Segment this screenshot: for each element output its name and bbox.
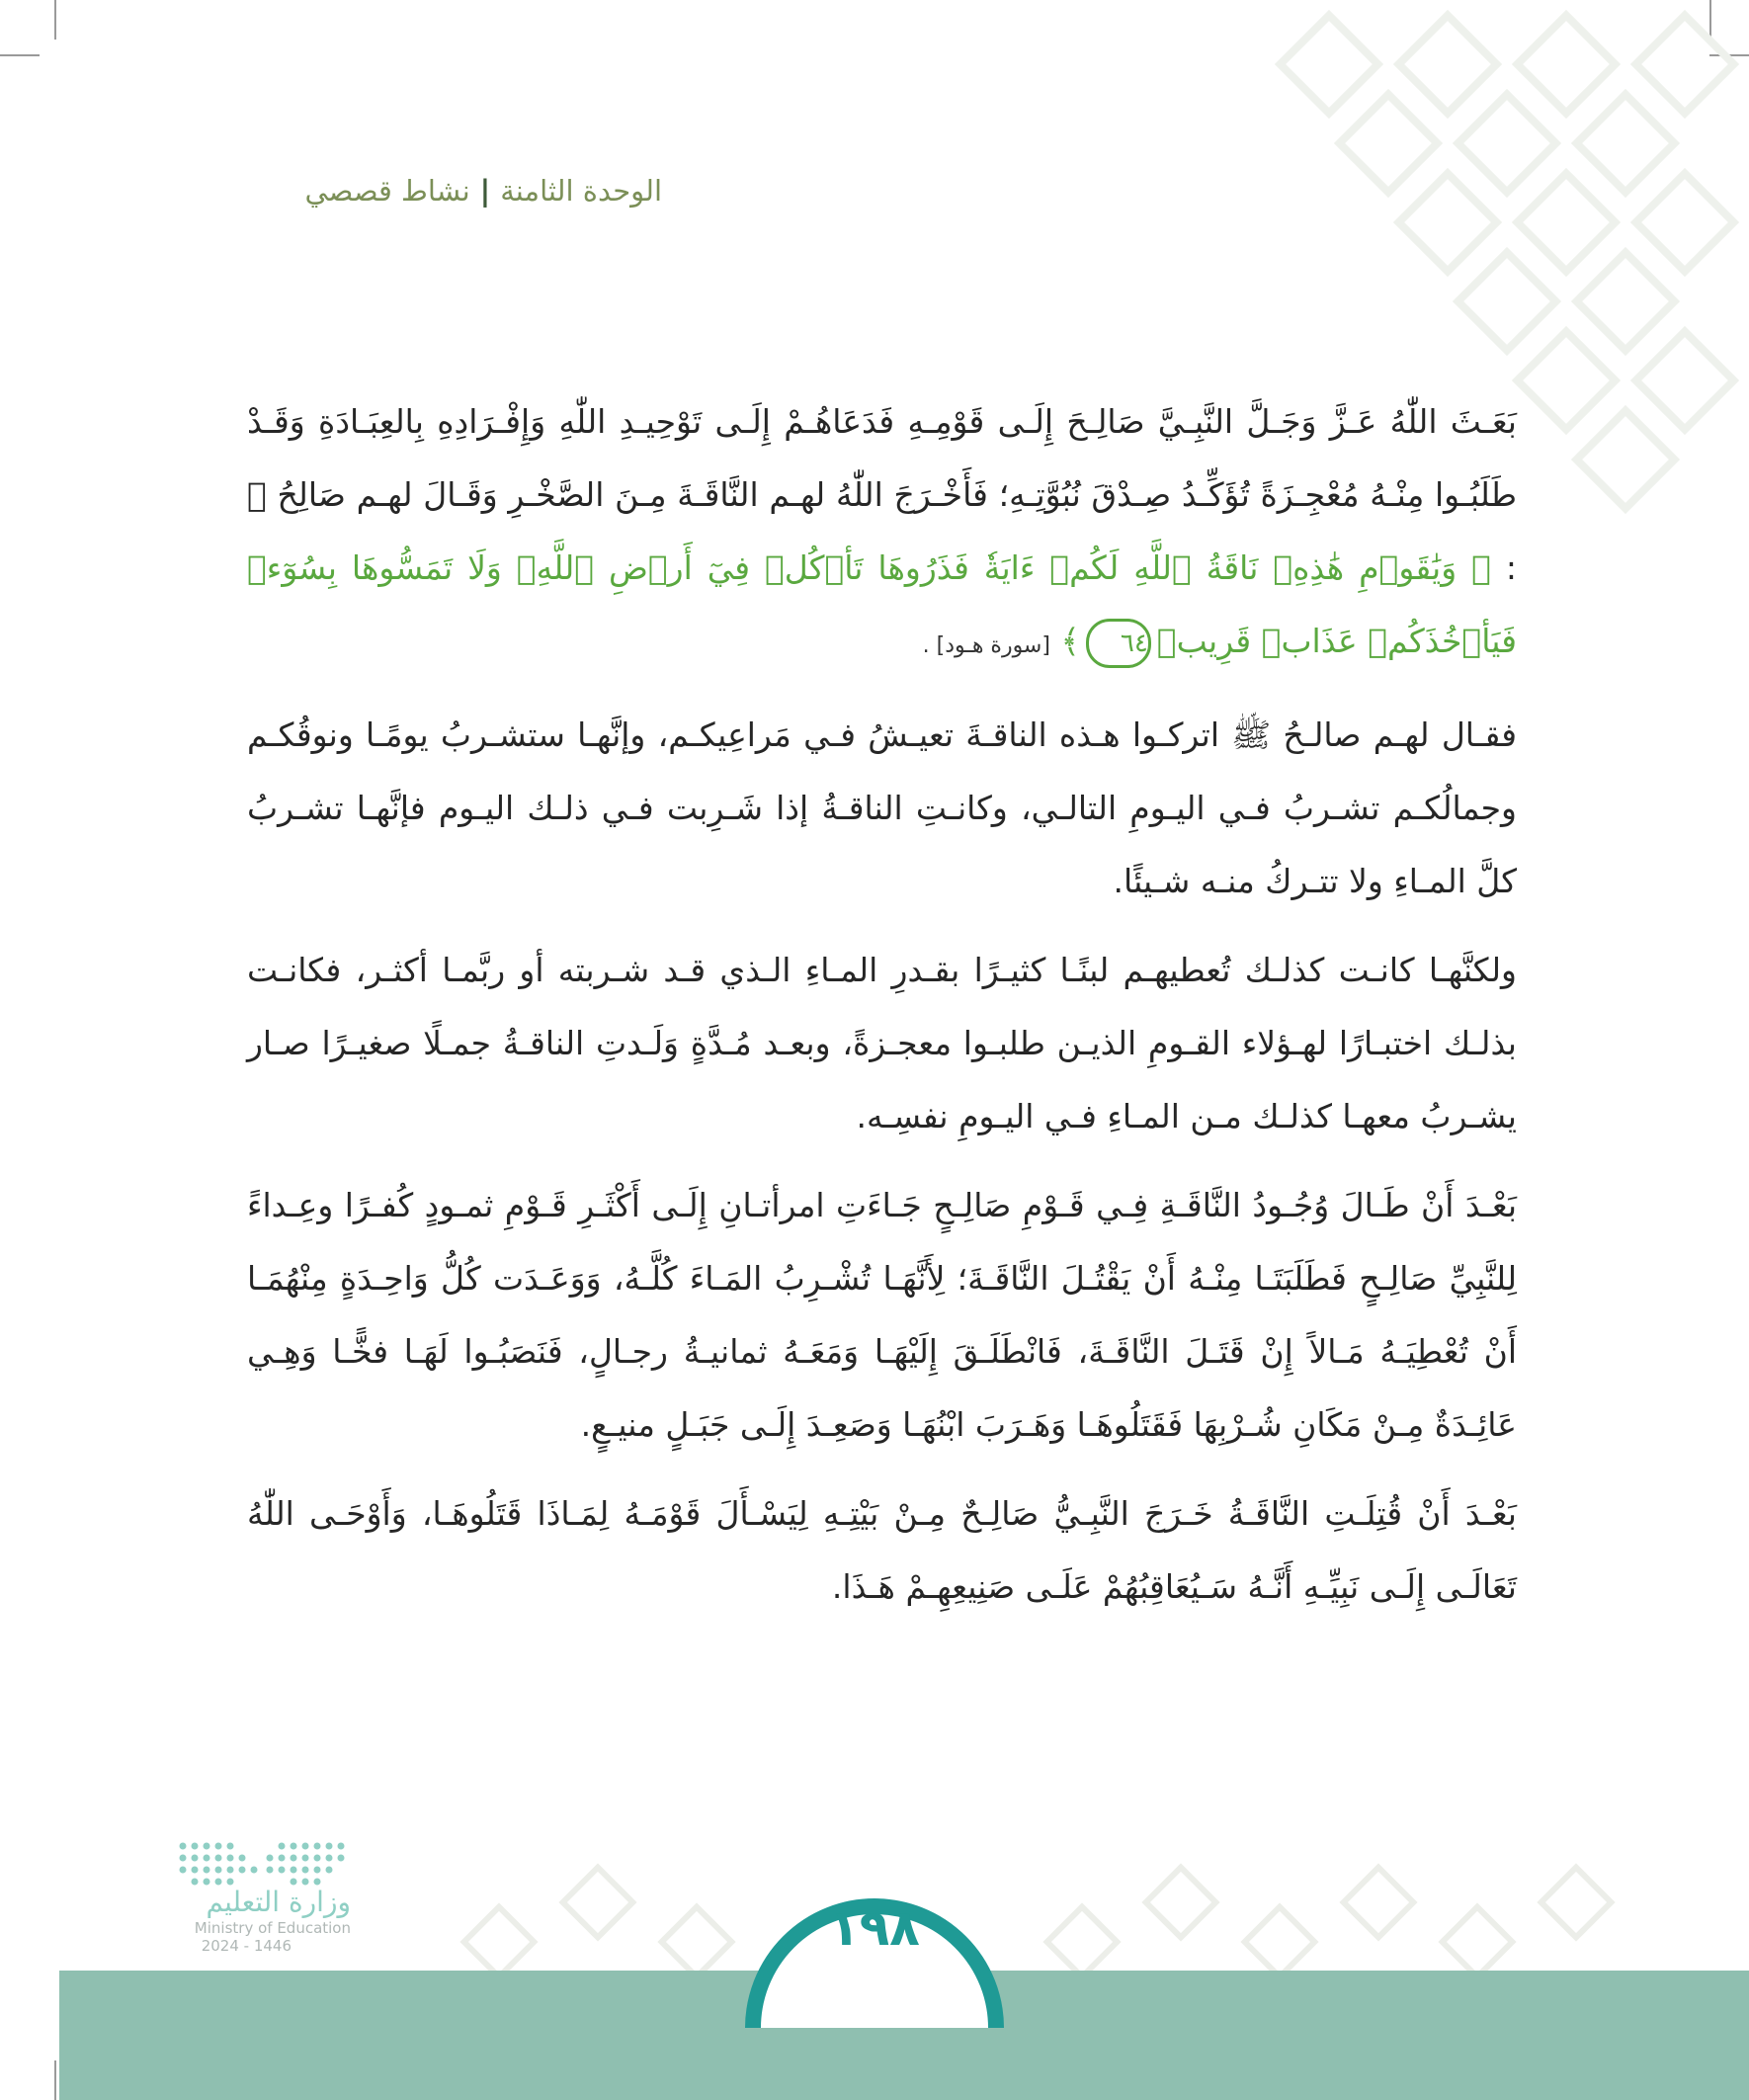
paragraph-1-intro: بَعَـثَ اللّٰهُ عَـزَّ وَجَـلَّ النَّبِـيَّ صَالِـحَ إِلَـى قَوْمِـهِ فَدَعَاهُـمْ إِلَـى تَوْحِيـدِ اللّٰهِ وَإِفْـرَادِهِ بِالعِبَـادَةِ وَقَـدْ طَلَبُـوا مِنْـهُ مُعْجِـزَةً تُؤَكِّـدُ صِـدْقَ نُبُوَّتِـهِ؛ فَأَخْـرَجَ اللّٰهُ لهـم النَّاقَـةَ مِـنَ الصَّخْـرِ وَقَـالَ لهـم صَالِحُ ﷺ :: [247, 402, 1518, 587]
paragraph-1: [247, 385, 1537, 683]
section-title: نشاط قصصي: [304, 174, 470, 208]
paragraph-3: ولكنَّهـا كانـت كذلـك تُعطيهـم لبنًـا كثيـرًا بقـدرِ المـاءِ الـذي قـد شـربته أو ربَّمـا أكثـر، فكانـت بذلـك اختبـارًا لهـؤلاء القـومِ الذيـن طلبـوا معجـزةً، وبعـد مُـدَّةٍ وَلَـدتِ الناقـةُ جمـلًا صغيـرًا صـار يشـربُ معهـا كذلـك مـن المـاءِ فـي اليـومِ نفسِـه.: [247, 951, 1517, 1135]
page-header: [247, 168, 662, 213]
story-content: [247, 385, 1537, 1639]
paragraph-5: بَعْـدَ أَنْ قُتِلَـتِ النَّاقَـةُ خَـرَجَ النَّبِـيُّ صَالِـحٌ مِـنْ بَيْتِـهِ لِيَسْـأَلَ قَوْمَـهُ لِمَـاذَا قَتَلُوهَـا، وَأَوْحَـى اللّٰهُ تَعَالَـى إِلَـى نَبِيِّـهِ أَنَّـهُ سَـيُعَاقِبُهُمْ عَلَـى صَنِيعِهِـمْ هَـذَا.: [247, 1494, 1517, 1606]
paragraph-2: فقـال لهـم صالـحُ ﷺ اتركـوا هـذه الناقـةَ تعيـشُ فـي مَراعِيكـم، وإنَّهـا ستشـربُ يومًـا ونوقُكـم وجمالُكـم تشـربُ فـي اليـومِ التالـي، وكانـتِ الناقـةُ إذا شَـرِبت فـي ذلـك اليـوم فإنَّهـا تشـربُ كلَّ المـاءِ ولا تتـركُ منـه شـيئًا.: [247, 715, 1517, 900]
logo-name-arabic: وزارة التعليم: [206, 1886, 351, 1918]
logo-dots-icon: [173, 1838, 351, 1888]
verse-bracket-end: ﴾: [1060, 622, 1080, 660]
logo-name-english: Ministry of Education: [194, 1919, 351, 1937]
logo-year: 2024 - 1446: [201, 1937, 292, 1955]
crop-mark-top-left-v: [54, 0, 56, 40]
ministry-logo: [94, 1838, 351, 1955]
header-separator: |: [479, 174, 491, 208]
quran-verse: [247, 548, 1517, 660]
verse-text: ﴿ وَيَٰقَوۡمِ هَٰذِهِۦ نَاقَةُ ٱللَّهِ لَكُمۡ ءَايَةٗ فَذَرُوهَا تَأۡكُلۡ فِيٓ أَرۡضِ ٱللَّهِۖ وَلَا تَمَسُّوهَا بِسُوٓءٖ فَيَأۡخُذَكُمۡ عَذَابٞ قَرِيبٞ: [247, 548, 1517, 660]
page-number: ١٩٨: [829, 1899, 920, 1957]
unit-title: الوحدة الثامنة: [500, 174, 662, 208]
paragraph-4: بَعْـدَ أَنْ طَـالَ وُجُـودُ النَّاقَـةِ فِـي قَـوْمِ صَالِـحٍ جَـاءَتِ امرأتـانِ إِلَـى أَكْثَـرِ قَـوْمِ ثمـودٍ كُفـرًا وعِـداءً لِلنَّبِيِّ صَالِـحٍ فَطَلَبَتَـا مِنْـهُ أَنْ يَقْتُـلَ النَّاقَـةَ؛ لِأَنَّهَـا تُشْـرِبُ المَـاءَ كُلَّـهُ، وَوَعَـدَت كُلُّ وَاحِـدَةٍ مِنْهُمَـا أَنْ تُعْطِيَـهُ مَـالاً إِنْ قَتَـلَ النَّاقَـةَ، فَانْطَلَـقَ إِلَيْهَـا وَمَعَـهُ ثمانيـةُ رجـالٍ، فَنَصَبُـوا لَهَـا فخًّـا وَهِـي عَائِـدَةٌ مِـنْ مَكَانِ شُـرْبِهَا فَقَتَلُوهَـا وَهَـرَبَ ابْنُهَـا وَصَعِـدَ إِلَـى جَبَـلٍ منيـعٍ.: [247, 1186, 1517, 1444]
crop-mark-top-left-h: [0, 54, 40, 56]
crop-mark-bottom-left-v: [54, 2060, 56, 2100]
verse-source: [سورة هـود] .: [922, 633, 1050, 658]
ayah-number: ٦٤: [1086, 619, 1151, 668]
